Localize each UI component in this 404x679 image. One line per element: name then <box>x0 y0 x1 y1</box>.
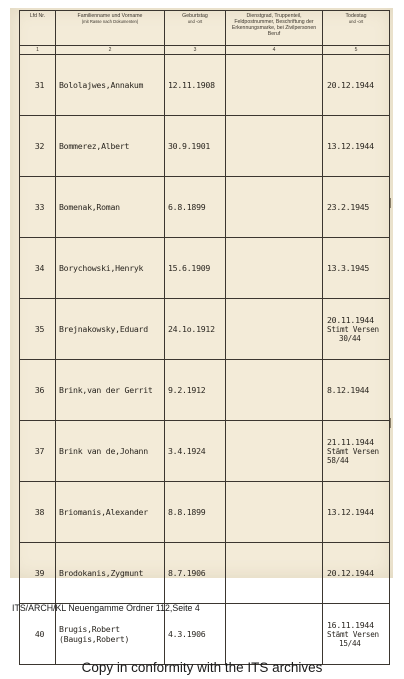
table-row <box>20 543 390 604</box>
birth-date: 9.2.1912 <box>165 360 226 421</box>
person-name: Briomanis,Alexander <box>56 482 165 543</box>
header-death: Todestag und -ort <box>323 11 390 46</box>
birth-date: 30.9.1901 <box>165 116 226 177</box>
page-fold-mark <box>387 198 391 208</box>
death-date: 20.11.1944 Stimt Versen 30/44 <box>323 299 390 360</box>
row-number: 34 <box>20 238 56 299</box>
row-number: 40 <box>20 604 56 665</box>
rank-cell <box>226 421 323 482</box>
table-row <box>20 360 390 421</box>
death-date: 23.2.1945 <box>323 177 390 238</box>
person-name: Brejnakowsky,Eduard <box>56 299 165 360</box>
row-number: 36 <box>20 360 56 421</box>
death-date: 13.3.1945 <box>323 238 390 299</box>
row-number: 37 <box>20 421 56 482</box>
row-number: 39 <box>20 543 56 604</box>
birth-date: 12.11.1908 <box>165 55 226 116</box>
rank-cell <box>226 55 323 116</box>
column-number-row <box>20 46 390 55</box>
death-date: 16.11.1944 Stämt Versen 15/44 <box>323 604 390 665</box>
birth-date: 24.1o.1912 <box>165 299 226 360</box>
death-date: 20.12.1944 <box>323 55 390 116</box>
table-row <box>20 238 390 299</box>
person-name: Borychowski,Henryk <box>56 238 165 299</box>
person-name: Brugis,Robert (Baugis,Robert) <box>56 604 165 665</box>
header-rank: Dienstgrad, Truppenteil, Feldpostnummer, Beschriftung der Erkennungsmarke, bei Zivilpersonen Beruf <box>226 11 323 46</box>
birth-date: 3.4.1924 <box>165 421 226 482</box>
birth-date: 6.8.1899 <box>165 177 226 238</box>
table-row <box>20 482 390 543</box>
table-row <box>20 55 390 116</box>
table-row <box>20 177 390 238</box>
copy-conformity-note: Copy in conformity with the ITS archives <box>81 660 323 675</box>
birth-date: 8.7.1906 <box>165 543 226 604</box>
row-number: 33 <box>20 177 56 238</box>
person-name: Bololajwes,Annakum <box>56 55 165 116</box>
table-header-row <box>20 11 390 46</box>
table-row <box>20 116 390 177</box>
death-date: 13.12.1944 <box>323 482 390 543</box>
column-number: 3 <box>165 46 226 55</box>
table-row <box>20 421 390 482</box>
death-date: 20.12.1944 <box>323 543 390 604</box>
table-row <box>20 299 390 360</box>
death-date: 13.12.1944 <box>323 116 390 177</box>
column-number: 1 <box>20 46 56 55</box>
person-name: Brink,van der Gerrit <box>56 360 165 421</box>
rank-cell <box>226 116 323 177</box>
rank-cell <box>226 299 323 360</box>
row-number: 31 <box>20 55 56 116</box>
death-register-table <box>19 10 390 665</box>
header-lfd-nr: Lfd Nr. <box>20 11 56 46</box>
rank-cell <box>226 482 323 543</box>
column-number: 2 <box>56 46 165 55</box>
rank-cell <box>226 238 323 299</box>
page-fold-mark <box>387 418 391 428</box>
column-number: 5 <box>323 46 390 55</box>
rank-cell <box>226 604 323 665</box>
person-name: Bomenak,Roman <box>56 177 165 238</box>
archive-reference: ITS/ARCH/KL Neuengamme Ordner 112,Seite 4 <box>12 603 200 613</box>
birth-date: 15.6.1909 <box>165 238 226 299</box>
column-number: 4 <box>226 46 323 55</box>
person-name: Brodokanis,Zygmunt <box>56 543 165 604</box>
row-number: 35 <box>20 299 56 360</box>
rank-cell <box>226 360 323 421</box>
death-date: 21.11.1944 Stämt Versen 58/44 <box>323 421 390 482</box>
rank-cell <box>226 177 323 238</box>
header-name: Familienname und Vorname (mit Rasse nach Dokumenten) <box>56 11 165 46</box>
row-number: 38 <box>20 482 56 543</box>
rank-cell <box>226 543 323 604</box>
death-date: 8.12.1944 <box>323 360 390 421</box>
row-number: 32 <box>20 116 56 177</box>
person-name: Bommerez,Albert <box>56 116 165 177</box>
person-name: Brink van de,Johann <box>56 421 165 482</box>
header-birth: Geburtstag und -ort <box>165 11 226 46</box>
birth-date: 4.3.1906 <box>165 604 226 665</box>
birth-date: 8.8.1899 <box>165 482 226 543</box>
